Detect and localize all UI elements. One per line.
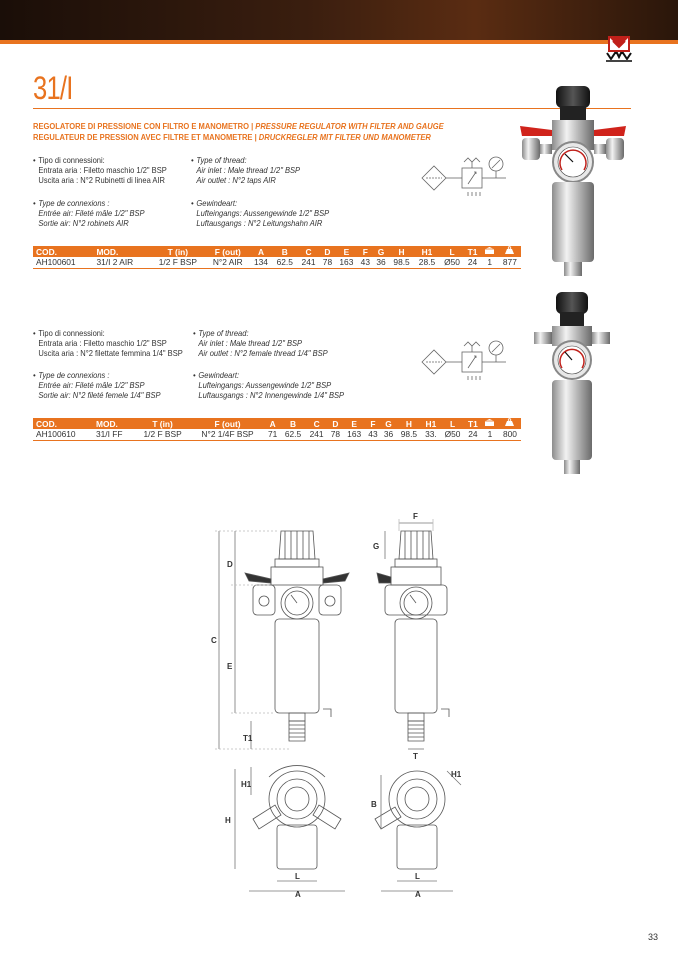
desc-it: REGOLATORE DI PRESSIONE CON FILTRO E MANOMETRO <box>33 121 249 131</box>
spec-table-1 <box>33 246 521 269</box>
desc-en: PRESSURE REGULATOR WITH FILTER AND GAUGE <box>255 121 444 131</box>
header-stripe <box>0 40 678 44</box>
header-band <box>0 0 678 40</box>
dim-label-e: E <box>227 662 233 671</box>
box-quantity-icon <box>481 418 499 429</box>
product-photo-taps <box>518 82 630 278</box>
table-row: AH100601 31/I 2 AIR 1/2 F BSP N°2 AIR 134 62.5 241 78 163 43 36 98.5 28.5 Ø50 24 1 877 <box>33 257 521 268</box>
dim-label-h1: H1 <box>241 780 252 789</box>
dim-label-c: C <box>211 636 217 645</box>
desc-separator: | <box>251 121 254 131</box>
spec1-it: • Tipo di connessioni: Entrata aria : Filetto maschio 1/2" BSP Uscita aria : N°2 Rubinetti di linea AIR <box>33 155 167 185</box>
spec1-de: • Gewindeart: Lufteingangs: Aussengewinde 1/2" BSP Luftausgangs : N°2 Leitungshahn AIR <box>191 198 330 228</box>
table-row: AH100610 31/I FF 1/2 F BSP N°2 1/4F BSP 71 62.5 241 78 163 43 36 98.5 33. Ø50 24 1 800 <box>33 429 521 440</box>
dim-label-a: A <box>295 890 301 897</box>
spec2-it: • Tipo di connessioni: Entrata aria : Filetto maschio 1/2" BSP Uscita aria : N°2 filettate femmina 1/4" BSP <box>33 328 183 358</box>
technical-drawing <box>205 505 485 897</box>
side-view <box>377 519 449 749</box>
brand-logo-icon <box>604 35 634 63</box>
spec-table-2 <box>33 418 521 441</box>
page-number: 33 <box>648 932 659 942</box>
table-header-row: COD. MOD. T (in) F (out) A B C D E F G H H1 L T1 <box>33 418 521 429</box>
dim-label-t: T <box>413 752 418 761</box>
box-quantity-icon <box>481 246 499 257</box>
weight-icon <box>499 418 521 429</box>
spec1-en: • Type of thread: Air inlet : Male thread 1/2" BSP Air outlet : N°2 taps AIR <box>191 155 301 185</box>
desc-fr: REGULATEUR DE PRESSION AVEC FILTRE ET MANOMETRE <box>33 132 253 142</box>
table-header-row: COD. MOD. T (in) F (out) A B C D E F G H H1 L T1 <box>33 246 521 257</box>
product-description <box>33 121 444 143</box>
top-view-front <box>235 766 345 891</box>
dim-label-a-side: A <box>415 890 421 897</box>
dim-label-g: G <box>373 542 380 551</box>
dim-label-f: F <box>413 512 418 521</box>
dim-label-h1-side: H1 <box>451 770 462 779</box>
dim-label-h: H <box>225 816 231 825</box>
spec2-de: • Gewindeart: Lufteingangs: Aussengewinde 1/2" BSP Luftausgangs : N°2 Innengewinde 1/4" BSP <box>193 370 345 400</box>
dim-label-t1: T1 <box>243 734 253 743</box>
spec1-fr: • Type de connexions : Entrée air: Fileté mâle 1/2" BSP Sortie air: N°2 robinets AIR <box>33 198 145 228</box>
spec2-fr: • Type de connexions : Entrée air: Fileté mâle 1/2" BSP Sortie air: N°2 fileté femele 1/4" BSP <box>33 370 161 400</box>
pneumatic-symbol-icon <box>418 336 510 386</box>
pneumatic-symbol-icon <box>418 152 510 202</box>
dim-label-b: B <box>371 800 377 809</box>
product-photo-female <box>532 288 612 480</box>
desc-de: DRUCKREGLER MIT FILTER UND MANOMETER <box>258 132 431 142</box>
front-view <box>215 531 349 749</box>
product-code: 31/I <box>33 70 73 106</box>
dim-label-d: D <box>227 560 233 569</box>
desc-separator: | <box>254 132 257 142</box>
dim-label-l: L <box>295 872 300 881</box>
spec2-en: • Type of thread: Air inlet : Male thread 1/2" BSP Air outlet : N°2 female thread 1/4" BSP <box>193 328 328 358</box>
dim-label-l-side: L <box>415 872 420 881</box>
